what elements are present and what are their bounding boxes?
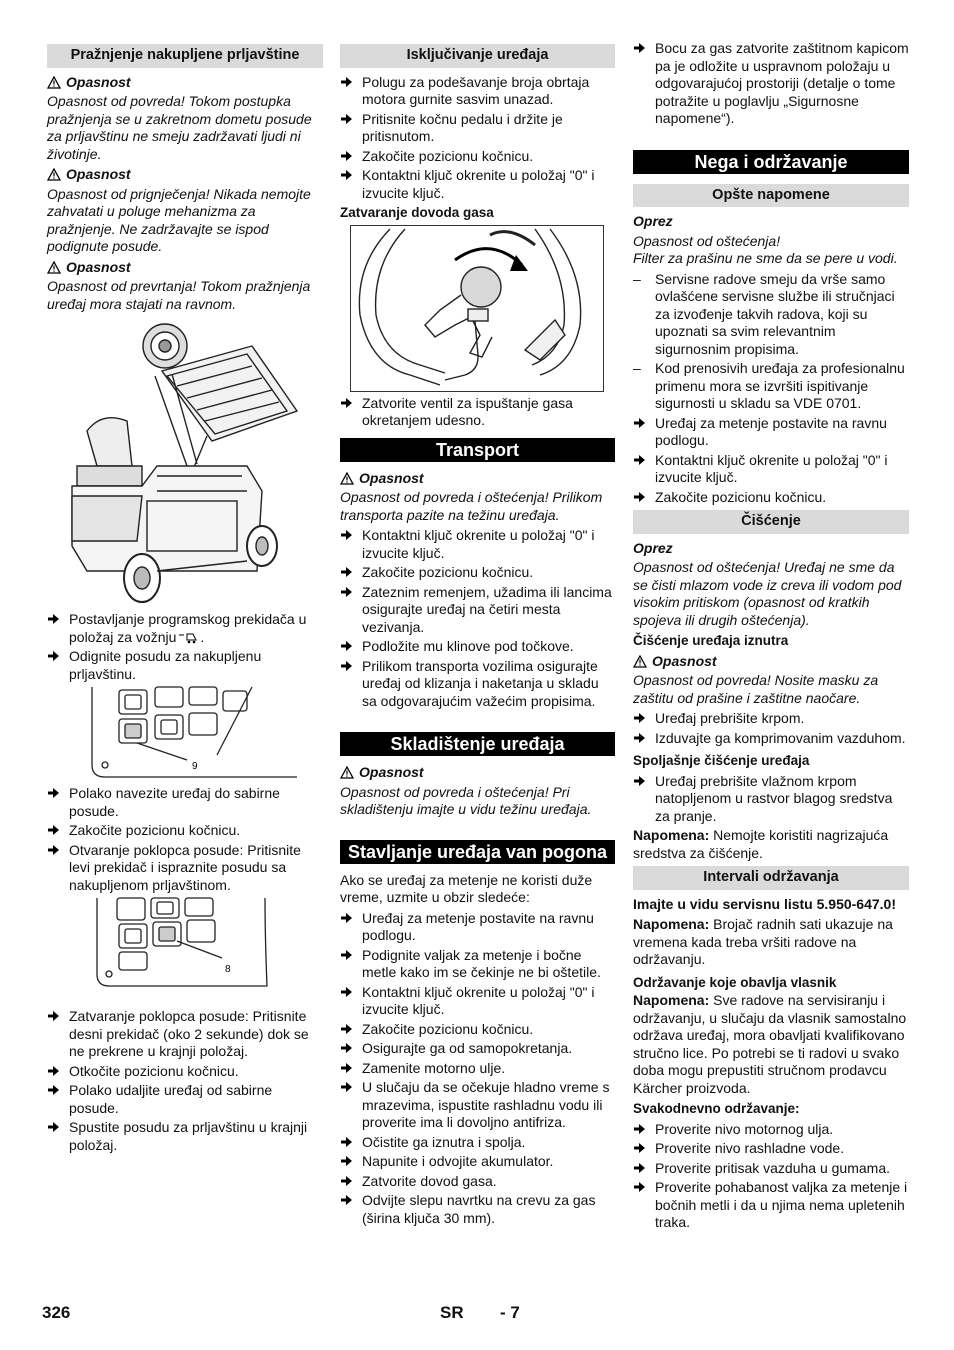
arrow-right-icon (633, 42, 646, 54)
arrow-right-icon (340, 986, 353, 998)
step-item: Očistite ga iznutra i spolja. (340, 1134, 615, 1152)
arrow-right-icon (633, 712, 646, 724)
subheading-gas: Zatvaranje dovoda gasa (340, 205, 494, 220)
arrow-right-icon (47, 824, 60, 836)
step-item: Bocu za gas zatvorite zaštitnom kapicom pa je odložite u uspravnom položaju u odgovarajućoj prostoriji (detalje o tome potražite u poglavlju „Sigurnosne napomene“). (633, 40, 909, 128)
arrow-right-icon (633, 732, 646, 744)
note-paragraph: Napomena: Sve radove na servisiranju i održavanju, u slučaju da vlasnik samostalno održava uređaj, mora obavljati kvalifikovano stručno lice. Po potrebi se ti radovi u svako doba mogu prepustiti stručnom prodavcu Kärcher proizvoda. (633, 992, 907, 1096)
arrow-right-icon (340, 113, 353, 125)
step-item: Otvaranje poklopca posude: Pritisnite levi prekidač i ispraznite posudu sa nakupljenom prljavštinom. (47, 842, 323, 895)
heading-maintenance-intervals: Intervali održavanja (633, 866, 909, 890)
step-item: Odignite posudu za nakupljenu prljavštinu. (47, 648, 323, 683)
subheading-inner-cleaning: Čišćenje uređaja iznutra (633, 633, 789, 648)
heading-cleaning: Čišćenje (633, 510, 909, 534)
caution-text: Opasnost od oštećenja! Filter za prašinu ne sme da se pere u vodi. (633, 232, 898, 266)
heading-decommission: Stavljanje uređaja van pogona (340, 840, 615, 864)
subheading-owner-maintenance: Održavanje koje obavlja vlasnik (633, 974, 837, 990)
step-item: Proverite nivo motornog ulja. (633, 1121, 909, 1139)
arrow-right-icon (340, 76, 353, 88)
subheading-outer-cleaning: Spoljašnje čišćenje uređaja (633, 753, 810, 768)
danger-label: Opasnost (340, 764, 615, 782)
column-1 (47, 40, 323, 1156)
arrow-right-icon (47, 1010, 60, 1022)
warning-triangle-icon (340, 472, 354, 485)
note-paragraph: Napomena: Nemojte koristiti nagrizajuća sredstva za čišćenje. (633, 827, 889, 861)
warning-triangle-icon (47, 168, 61, 181)
danger-text: Opasnost od prevrtanja! Tokom pražnjenja uređaj mora stajati na ravnom. (47, 278, 311, 312)
dash-item: – Servisne radove smeju da vrše samo ovlašćene servisne službe ili stručnjaci za izvođenje takvih radova, koji su upoznati sa svim relevantnim sigurnosnim propisima. (633, 270, 895, 357)
heading-general-notes: Opšte napomene (633, 184, 909, 208)
step-item: Zatvorite dovod gasa. (340, 1173, 615, 1191)
page-footer (0, 1304, 954, 1330)
step-item: Proverite pohabanost valjka za metenje i bočnih metli i da u njima nema upletenih traka. (633, 1179, 909, 1232)
danger-text: Opasnost od povreda! Nosite masku za zaštitu od prašine i zaštitne naočare. (633, 672, 879, 706)
caution-label: Oprez (633, 539, 673, 556)
step-item: U slučaju da se očekuje hladno vreme s mrazevima, ispustite rashladnu vodu ili proverite ima li dovoljno antifriza. (340, 1079, 615, 1132)
note-paragraph: Napomena: Brojač radnih sati ukazuje na vremena kada treba vršiti radove na održavanju. (633, 916, 893, 967)
danger-label: Opasnost (47, 259, 323, 277)
figure-label: 9 (192, 761, 198, 772)
step-item: Uređaj prebrišite krpom. (633, 710, 909, 728)
warning-triangle-icon (340, 766, 354, 779)
column-3 (633, 40, 909, 1234)
danger-text: Opasnost od prignječenja! Nikada nemojte zahvatati u poluge mehanizma za pražnjenje. Ne zadržavajte se ispod podignute posude. (47, 185, 311, 254)
arrow-right-icon (47, 650, 60, 662)
step-item: Postavljanje programskog prekidača u položaj za vožnju . (47, 611, 323, 646)
arrow-right-icon (633, 775, 646, 787)
warning-triangle-icon (47, 76, 61, 89)
step-item: Zateznim remenjem, užadima ili lancima osigurajte uređaj na četiri mesta vezivanja. (340, 584, 615, 637)
arrow-right-icon (633, 1123, 646, 1135)
warning-triangle-icon (47, 261, 61, 274)
step-item: Kontaktni ključ okrenite u položaj "0" i izvucite ključ. (633, 452, 909, 487)
step-item: Uređaj prebrišite vlažnom krpom natopljenom u rastvor blagog sredstva za pranje. (633, 773, 909, 826)
warning-triangle-icon (633, 655, 647, 668)
step-item: Proverite nivo rashladne vode. (633, 1140, 909, 1158)
arrow-right-icon (340, 1042, 353, 1054)
arrow-right-icon (47, 787, 60, 799)
arrow-right-icon (340, 1062, 353, 1074)
arrow-right-icon (633, 491, 646, 503)
arrow-right-icon (633, 454, 646, 466)
step-item: Zakočite pozicionu kočnicu. (340, 148, 615, 166)
column-2 (340, 40, 615, 1229)
caution-label: Oprez (633, 213, 673, 229)
arrow-right-icon (633, 1142, 646, 1154)
step-item: Polugu za podešavanje broja obrtaja motora gurnite sasvim unazad. (340, 74, 615, 109)
section-number: - 7 (500, 1303, 520, 1322)
step-item: Osigurajte ga od samopokretanja. (340, 1040, 615, 1058)
arrow-right-icon (633, 417, 646, 429)
arrow-right-icon (633, 1162, 646, 1174)
arrow-right-icon (340, 660, 353, 672)
step-item: Polako udaljite uređaj od sabirne posude. (47, 1082, 323, 1117)
danger-label: Opasnost (633, 653, 909, 671)
step-item: Pritisnite kočnu pedalu i držite je pritisnutom. (340, 111, 615, 146)
step-item: Zatvorite ventil za ispuštanje gasa okretanjem udesno. (340, 395, 615, 430)
step-item: Podložite mu klinove pod točkove. (340, 638, 615, 656)
arrow-right-icon (340, 566, 353, 578)
step-item: Zakočite pozicionu kočnicu. (340, 1021, 615, 1039)
step-item: Prilikom transporta vozilima osigurajte uređaj od klizanja i naketanja u skladu sa odgovarajućim važećim propisima. (340, 658, 615, 711)
service-list-note: Imajte u vidu servisnu listu 5.950-647.0! (633, 895, 896, 912)
step-item: Kontaktni ključ okrenite u položaj "0" i izvucite ključ. (340, 527, 615, 562)
subheading-daily-maintenance: Svakodnevno održavanje: (633, 1101, 800, 1116)
step-item: Zamenite motorno ulje. (340, 1060, 615, 1078)
arrow-right-icon (340, 169, 353, 181)
danger-text: Opasnost od povreda! Tokom postupka pražnjenja se u zakretnom dometu posude za prljavštinu ne smeju zadržavati ljudi ni životinje. (47, 93, 312, 162)
step-item: Proverite pritisak vazduha u gumama. (633, 1160, 909, 1178)
danger-text: Opasnost od povreda i oštećenja! Prilikom transporta pazite na težinu uređaja. (340, 489, 603, 523)
page-number: 326 (42, 1303, 71, 1322)
arrow-right-icon (340, 1136, 353, 1148)
heading-shutdown: Isključivanje uređaja (340, 44, 615, 68)
step-item: Zakočite pozicionu kočnicu. (340, 564, 615, 582)
step-item: Odvijte slepu navrtku na crevu za gas (širina ključa 30 mm). (340, 1192, 615, 1227)
step-item: Kontaktni ključ okrenite u položaj "0" i izvucite ključ. (340, 984, 615, 1019)
sweeper-emptying-illustration (47, 316, 323, 611)
heading-transport: Transport (340, 438, 615, 462)
danger-label: Opasnost (47, 166, 323, 184)
step-item: Uređaj za metenje postavite na ravnu podlogu. (633, 415, 909, 450)
step-item: Podignite valjak za metenje i bočne metle kako im se čekinje ne bi oštetile. (340, 947, 615, 982)
danger-label: Opasnost (340, 470, 615, 488)
figure-label: 8 (225, 964, 231, 975)
heading-storage: Skladištenje uređaja (340, 732, 615, 756)
arrow-right-icon (340, 397, 353, 409)
step-item: Polako navezite uređaj do sabirne posude. (47, 785, 323, 820)
danger-text: Opasnost od povreda i oštećenja! Pri skladištenju imajte u vidu težinu uređaja. (340, 783, 592, 817)
step-item: Napunite i odvojite akumulator. (340, 1153, 615, 1171)
danger-label: Opasnost (47, 74, 323, 92)
arrow-right-icon (340, 1081, 353, 1093)
arrow-right-icon (47, 1084, 60, 1096)
caution-text: Opasnost od oštećenja! Uređaj ne sme da se čisti mlazom vode iz creva ili vodom pod visokim pritiskom (opasnost od kratkih spojeva ili drugih oštećenja). (633, 559, 902, 628)
arrow-right-icon (47, 844, 60, 856)
switch-panel-figure-8 (47, 896, 323, 1008)
heading-care: Nega i održavanje (633, 150, 909, 174)
arrow-right-icon (340, 1155, 353, 1167)
intro-text: Ako se uređaj za metenje ne koristi duže vreme, uzmite u obzir sledeće: (340, 871, 593, 905)
arrow-right-icon (340, 640, 353, 652)
arrow-right-icon (633, 1181, 646, 1193)
step-item: Izduvajte ga komprimovanim vazduhom. (633, 730, 909, 748)
arrow-right-icon (340, 529, 353, 541)
arrow-right-icon (47, 613, 60, 625)
arrow-right-icon (340, 949, 353, 961)
step-item: Uređaj za metenje postavite na ravnu podlogu. (340, 910, 615, 945)
gas-valve-illustration (350, 225, 625, 395)
language-code: SR (440, 1303, 464, 1322)
step-item: Kontaktni ključ okrenite u položaj "0" i izvucite ključ. (340, 167, 615, 202)
arrow-right-icon (47, 1121, 60, 1133)
step-item: Otkočite pozicionu kočnicu. (47, 1063, 323, 1081)
driving-mode-icon (178, 632, 200, 644)
heading-emptying: Pražnjenje nakupljene prljavštine (47, 44, 323, 68)
step-item: Zatvaranje poklopca posude: Pritisnite desni prekidač (oko 2 sekunde) dok se ne prekrene u krajnji položaj. (47, 1008, 323, 1061)
step-item: Spustite posudu za prljavštinu u krajnji položaj. (47, 1119, 323, 1154)
arrow-right-icon (340, 1194, 353, 1206)
step-item: Zakočite pozicionu kočnicu. (47, 822, 323, 840)
step-item: Zakočite pozicionu kočnicu. (633, 489, 909, 507)
arrow-right-icon (340, 1023, 353, 1035)
switch-panel-figure-9 (47, 685, 323, 785)
arrow-right-icon (340, 912, 353, 924)
dash-item: – Kod prenosivih uređaja za profesionalnu primenu mora se izvršiti ispitivanje sigurnosti u skladu sa VDE 0701. (633, 360, 905, 411)
arrow-right-icon (340, 586, 353, 598)
arrow-right-icon (340, 1175, 353, 1187)
arrow-right-icon (340, 150, 353, 162)
arrow-right-icon (47, 1065, 60, 1077)
